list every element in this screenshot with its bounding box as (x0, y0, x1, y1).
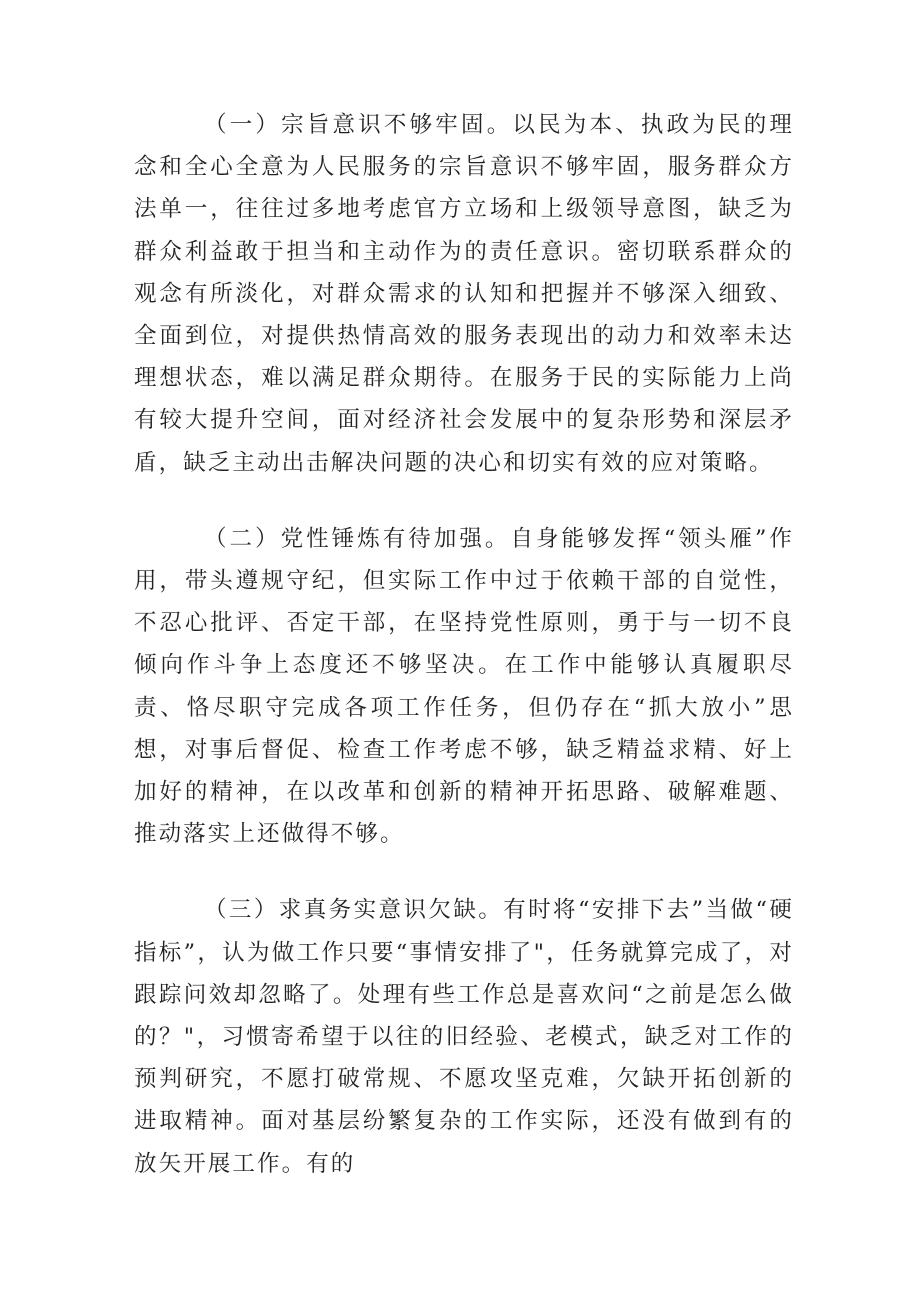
paragraph-1: （一）宗旨意识不够牢固。以民为本、执政为民的理念和全心全意为人民服务的宗旨意识不够牢固，服务群众方法单一，往往过多地考虑官方立场和上级领导意图，缺乏为群众利益敢于担当和主动作为的责任意识。密切联系群众的观念有所淡化，对群众需求的认知和把握并不够深入细致、全面到位，对提供热情高效的服务表现出的动力和效率未达理想状态，难以满足群众期待。在服务于民的实际能力上尚有较大提升空间，面对经济社会发展中的复杂形势和深层矛盾，缺乏主动出击解决问题的决心和切实有效的应对策略。 (134, 112, 794, 476)
document-body (134, 104, 794, 1185)
paragraph-3: （三）求真务实意识欠缺。有时将“安排下去”当做“硬指标”，认为做工作只要“事情安排了"，任务就算完成了，对跟踪问效却忽略了。处理有些工作总是喜欢问“之前是怎么做的？"，习惯寄希望于以往的旧经验、老模式，缺乏对工作的预判研究，不愿打破常规、不愿攻坚克难，欠缺开拓创新的进取精神。面对基层纷繁复杂的工作实际，还没有做到有的放矢开展工作。有的 (134, 897, 794, 1177)
paragraph-2: （二）党性锤炼有待加强。自身能够发挥“领头雁”作用，带头遵规守纪，但实际工作中过于依赖干部的自觉性，不忍心批评、否定干部，在坚持党性原则，勇于与一切不良倾向作斗争上态度还不够坚决。在工作中能够认真履职尽责、恪尽职守完成各项工作任务，但仍存在“抓大放小”思想，对事后督促、检查工作考虑不够，缺乏精益求精、好上加好的精神，在以改革和创新的精神开拓思路、破解难题、推动落实上还做得不够。 (134, 525, 794, 848)
